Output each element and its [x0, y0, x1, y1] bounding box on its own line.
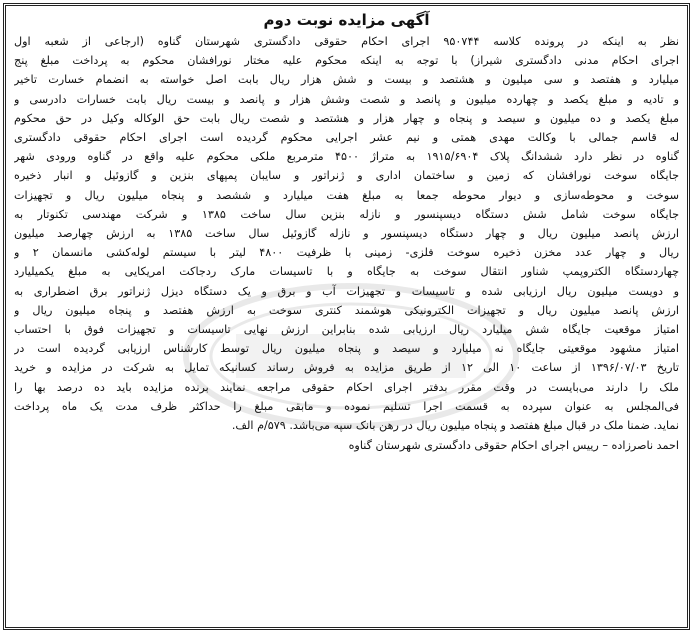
- notice-line: جایگاه سوخت نورافشان که زمین و ساختمان اداری و ژنراتور و سایبان پمپهای بنزین و گازوئیل و انبار ذخیره: [14, 169, 679, 183]
- notice-line: میلیارد و هفتصد و سی میلیون و هشتصد و بیست و شش هزار ریال بابت اصل خواسته به انضمام خسارت تاخیر: [14, 73, 679, 87]
- notice-line: نماید. ضمنا ملک در قبال مبلغ هفتصد و پنجاه میلیون ریال در رهن بانک سپه می‌باشد. ۵۷۹/م الف.: [231, 419, 679, 433]
- notice-line: مبلغ یکصد و ده میلیون و سیصد و پنجاه و چهار هزار و هشتصد و شصت ریال بابت حق الوکاله وکیل در حق محکوم: [14, 111, 679, 125]
- notice-line: امتیاز موقعیت جایگاه شش میلیارد ریال ارزیابی شده بنابراین ارزش نهایی تاسیسات و تجهیزات فوق با احتساب: [14, 323, 679, 337]
- notice-line: جایگاه سوخت شامل شش دستگاه دیسپنسور و نازله بنزین سال ساخت ۱۳۸۵ و شرکت مهندسی تکنوتار به: [14, 207, 679, 221]
- notice-line: تاریخ ۱۳۹۶/۰۷/۰۳ از ساعت ۱۰ الی ۱۲ از طریق مزایده به فروش رساند کسانیکه تمایل به شرکت در مزایده و خرید: [14, 361, 679, 375]
- notice-line: ارزش پانصد میلیون ریال و چهار دستگاه دیسپنسور و نازله گازوئیل سال ساخت ۱۳۸۵ به ارزش چهارصد میلیون: [14, 227, 679, 241]
- notice-line: فی‌المجلس به عنوان سپرده به قسمت اجرا تسلیم نموده و مابقی مبلغ را حداکثر ظرف مدت یک ماه پرداخت: [14, 399, 679, 413]
- notice-signature: احمد ناصرزاده – رییس اجرای احکام حقوقی دادگستری شهرستان گناوه: [348, 439, 679, 453]
- notice-frame: [3, 3, 690, 630]
- notice-line: و تادیه و مبلغ یکصد و چهارده میلیون و پانصد و شصت وشش هزار و پانصد و بیست ریال بابت خسارات دادرسی و: [14, 92, 679, 106]
- notice-line: ملک را دارند می‌بایست در وقت مقرر بدفتر اجرای احکام حقوقی مراجعه نمایند برنده مزایده باید ده درصد بها را: [14, 380, 679, 394]
- notice-line: نظر به اینکه در پرونده کلاسه ۹۵۰۷۴۴ اجرای احکام حقوقی دادگستری شهرستان گناوه (ارجاعی از شعبه اول: [14, 35, 679, 48]
- notice-line: له قاسم جمالی با وکالت مهدی همتی و نیم عشر اجرایی محکوم گردیده است اجرای احکام حقوقی دادگستری: [14, 131, 679, 145]
- notice-line: اجرای احکام مدنی دادگستری شیراز) با توجه به اینکه محکوم علیه مختار نورافشان محکوم به پرداخت مبلغ پنج: [14, 54, 679, 68]
- notice-title: آگهی مزایده نوبت دوم: [263, 11, 430, 29]
- notice-line: ریال و چهار عدد مخزن ذخیره سوخت فلزی- زمینی با ظرفیت ۴۸۰۰ لیتر با سیستم لوله‌کشی مانسمان ۲ و: [14, 246, 679, 260]
- notice-line: سوخت و محوطه‌سازی و دیوار محوطه جمعا به مبلغ هفت میلیارد و ششصد و پنجاه میلیون ریال و تجهیزات: [14, 188, 679, 202]
- notice-line: و دویست میلیون ریال ارزیابی شده و تاسیسات و تجهیزات آب و برق و یک دستگاه دیزل ژنراتور برق اضطراری به: [14, 284, 679, 298]
- notice-body: [14, 32, 679, 435]
- notice-line: چهاردستگاه الکتروپمپ شناور انتقال سوخت به جایگاه و با تاسیسات مارک ردجاکت امریکایی به مبلغ یکمیلیارد: [14, 265, 679, 279]
- notice-line: گناوه در نظر دارد ششدانگ پلاک ۱۹۱۵/۶۹۰۴ به متراژ ۴۵۰۰ مترمربع ملکی محکوم علیه واقع در گناوه ورودی شهر: [14, 150, 679, 164]
- notice-line: امتیاز مشهود موقعیتی جایگاه نه میلیارد و سیصد و پنجاه میلیون ریال توسط کارشناس ارزیابی گردیده است در: [14, 342, 679, 356]
- notice-line: ارزش پانصد میلیون ریال و تجهیزات الکترونیکی هوشمند کنتری سوخت به ارزش هفتصد و پنجاه میلیون ریال و: [14, 303, 679, 317]
